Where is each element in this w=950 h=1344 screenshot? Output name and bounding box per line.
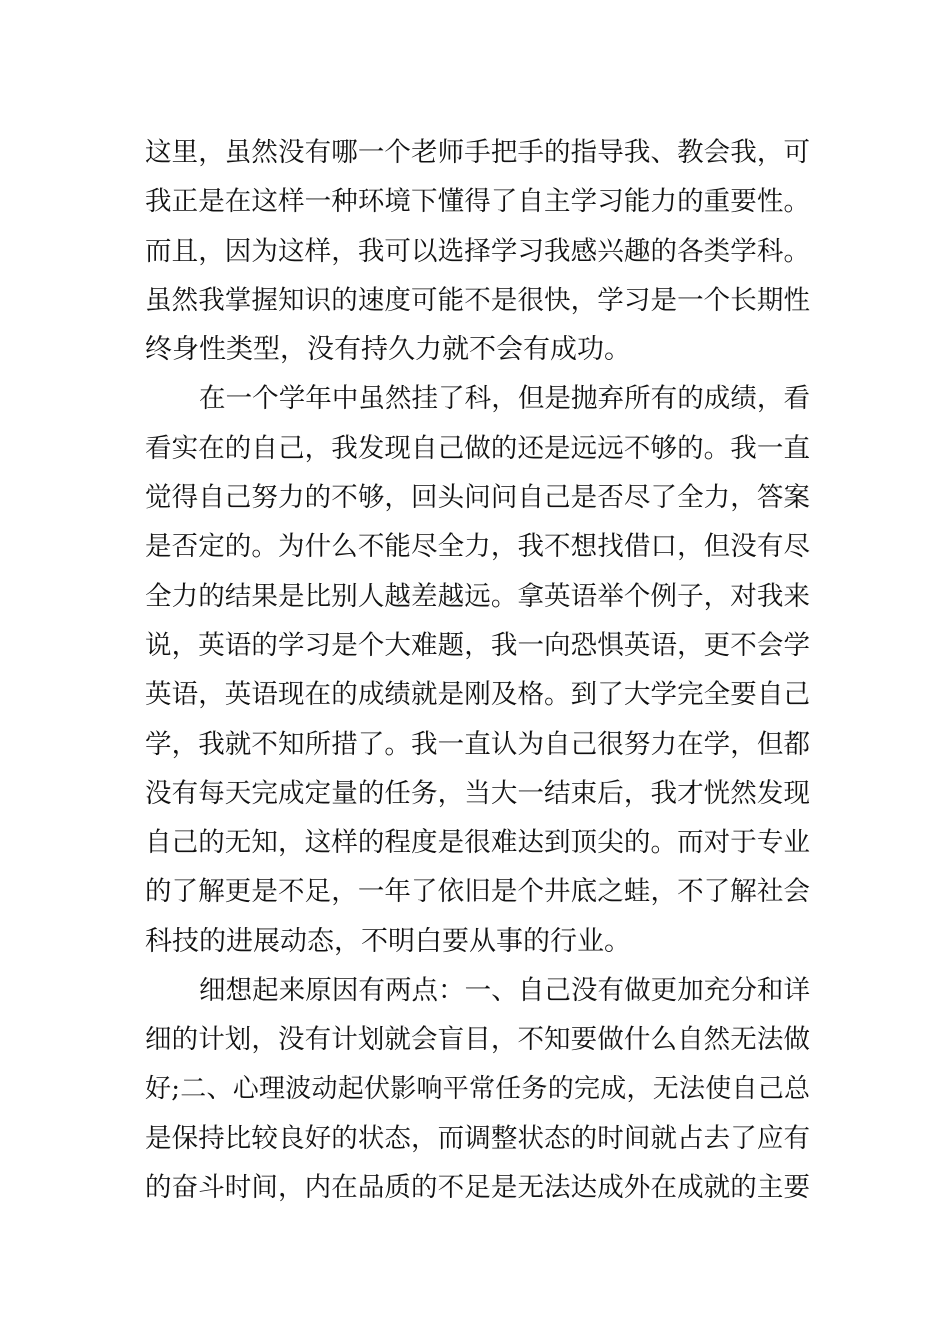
text-line: 的奋斗时间，内在品质的不足是无法达成外在成就的主要: [145, 1172, 810, 1204]
text-line: 自己的无知，这样的程度是很难达到顶尖的。而对于专业: [145, 827, 810, 859]
text-line: 英语，英语现在的成绩就是刚及格。到了大学完全要自己: [145, 679, 810, 711]
text-line: 的了解更是不足，一年了依旧是个井底之蛙，不了解社会: [145, 876, 810, 908]
body-text: [145, 128, 810, 1213]
text-line: 全力的结果是比别人越差越远。拿英语举个例子，对我来: [145, 580, 810, 612]
text-line: 好;二、心理波动起伏影响平常任务的完成，无法使自己总: [145, 1073, 810, 1104]
paragraph-first-line: 在一个学年中虽然挂了科，但是抛弃所有的成绩，看: [199, 383, 810, 415]
text-line: 是否定的。为什么不能尽全力，我不想找借口，但没有尽: [145, 531, 810, 563]
text-line: 觉得自己努力的不够，回头问问自己是否尽了全力，答案: [145, 482, 810, 514]
text-line: 没有每天完成定量的任务，当大一结束后，我才恍然发现: [145, 777, 810, 809]
text-line: 细的计划，没有计划就会盲目，不知要做什么自然无法做: [145, 1024, 810, 1056]
text-line: 是保持比较良好的状态，而调整状态的时间就占去了应有: [145, 1122, 810, 1154]
text-line: 看实在的自己，我发现自己做的还是远远不够的。我一直: [145, 432, 810, 464]
text-line: 学，我就不知所措了。我一直认为自己很努力在学，但都: [145, 728, 810, 760]
text-line: 终身性类型，没有持久力就不会有成功。: [145, 334, 631, 366]
text-line: 这里，虽然没有哪一个老师手把手的指导我、教会我，可: [145, 137, 810, 168]
text-line: 我正是在这样一种环境下懂得了自主学习能力的重要性。: [145, 186, 810, 218]
paragraph-first-line: 细想起来原因有两点：一、自己没有做更加充分和详: [199, 975, 810, 1007]
text-line: 科技的进展动态，不明白要从事的行业。: [145, 925, 631, 957]
text-line: 虽然我掌握知识的速度可能不是很快，学习是一个长期性: [145, 284, 810, 316]
text-line: 而且，因为这样，我可以选择学习我感兴趣的各类学科。: [145, 235, 810, 267]
text-line: 说，英语的学习是个大难题，我一向恐惧英语，更不会学: [145, 629, 810, 661]
